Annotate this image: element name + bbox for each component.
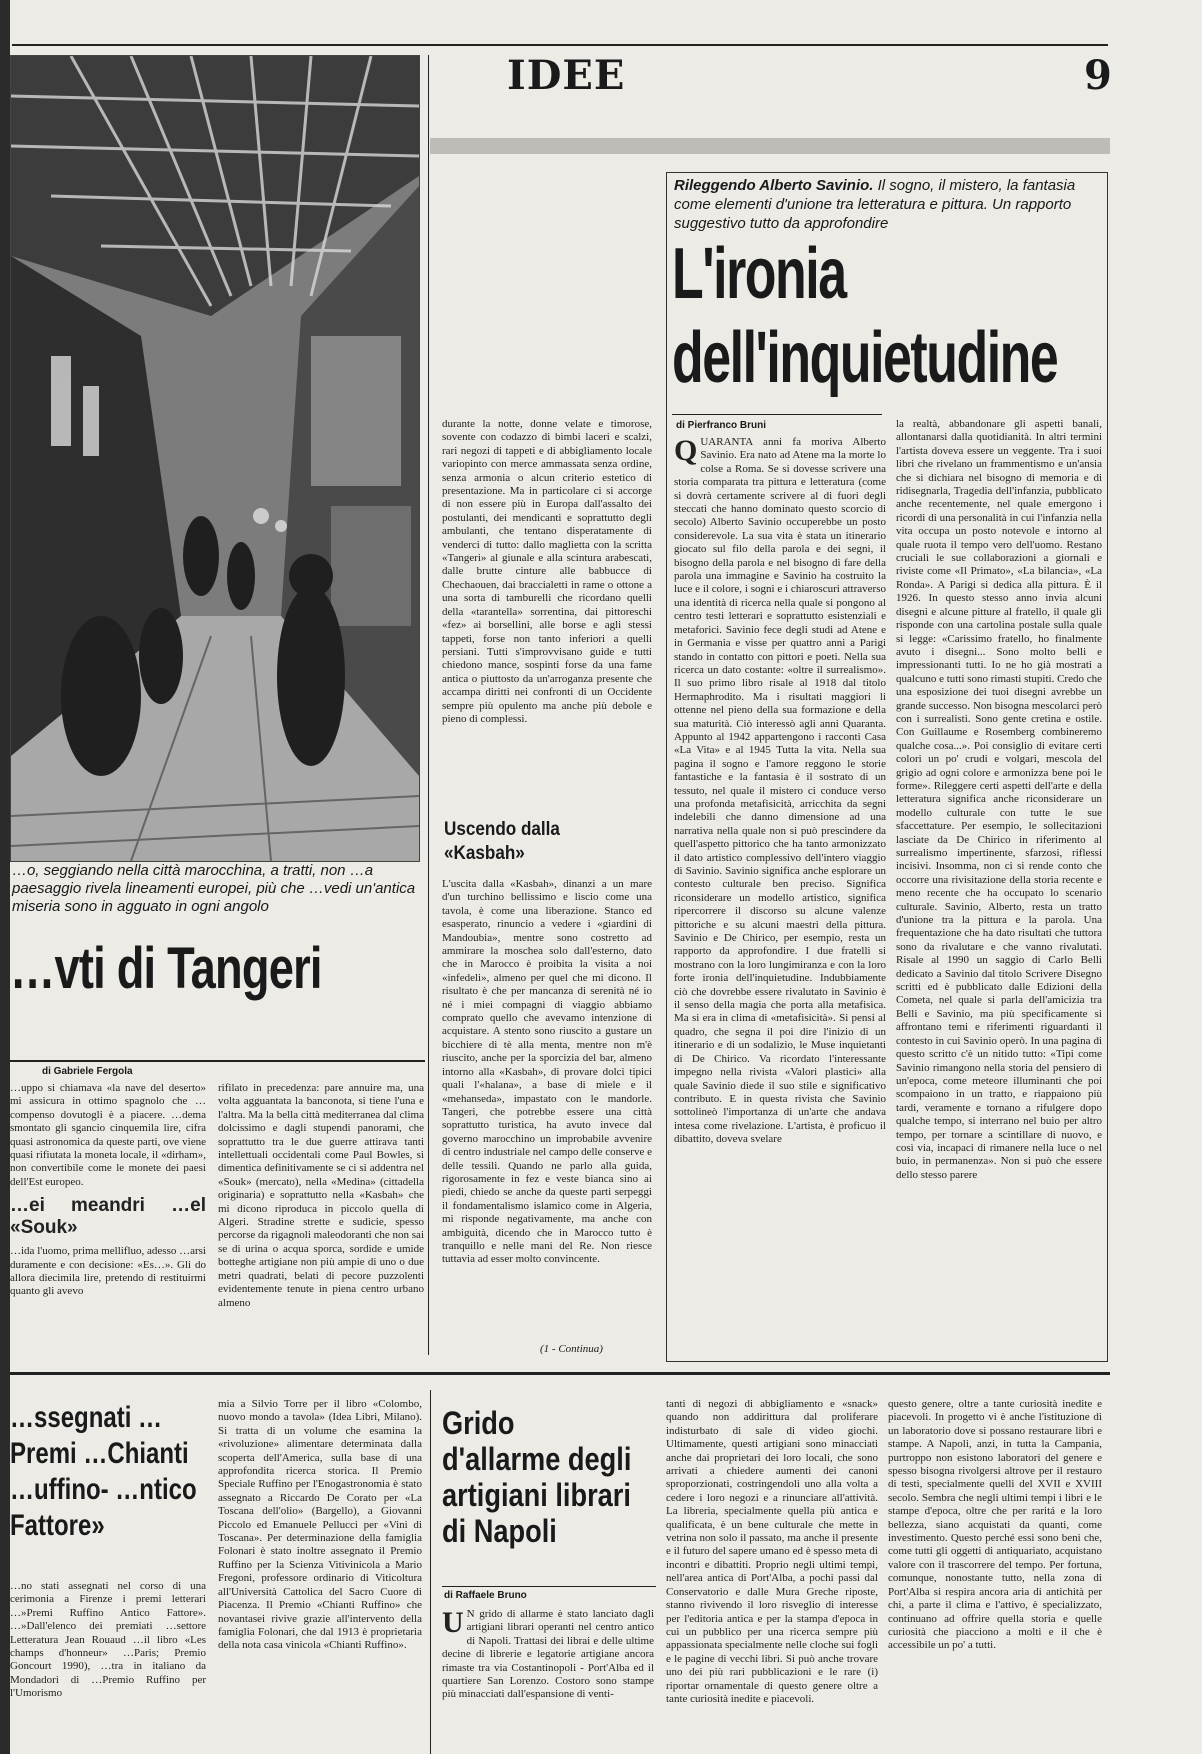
header-rule (12, 44, 1108, 46)
tangeri-col1 (10, 1082, 206, 1350)
tangeri-col3 (442, 418, 652, 788)
column-rule-left (428, 55, 429, 1355)
tangeri-col3-text2: L'uscita dalla «Kasbah», dinanzi a un mare d'un turchino bellissimo e liscio come una tavola, è come una liberazione. Stanco ed esasperato, rinuncio a vedere i «giardini di Mandoubia», mentre sono costretto ad ammirare la moschea solo dall'esterno, dato che in Marocco è proibita la visita a noi «infedeli», almeno per quel che mi dicono. Il risultato è che per mancanza di serenità né io né i miei compagni di viaggio abbiamo comprato quello che avevamo intenzione di acquistare. A stento sono riuscito a gustare un bicchiere di tè alla menta, mentre non m'è riuscito, anche per la sporcizia del bar, almeno intorno alla «Kasbah», di provare dolci tipici quali l'«halana», a base di miele e il «mehanseda», impastato con le mandorle. Tangeri, che potrebbe essere una città soprattutto turistica, ha avuto invece dal governo marocchino un improbabile avvenire di centro industriale nel campo delle conserve e delle tessili. Quando ne parlo alla guida, rigorosamente in fez e veste bianca sino ai piedi, chiedo se anche da queste parti serpeggi il fondamentalismo islamico come in Algeria, mi risponde negativamente, ma anche con ambiguità, dicendo che in Marocco tutto è tranquillo e nelle mani del Re. Non riesce tuttavia ad esser molto convincente. (442, 878, 652, 1266)
souk-subhead: …ei meandri …el «Souk» (10, 1195, 206, 1239)
grido-col3 (888, 1398, 1102, 1754)
savinio-col1-text (674, 436, 886, 1147)
page-number: 9 (1084, 52, 1112, 99)
savinio-kicker-bold: Rileggendo Alberto Savinio. (674, 177, 874, 194)
tangeri-byline: di Gabriele Fergola (42, 1066, 133, 1077)
premi-col2 (218, 1398, 422, 1754)
savinio-headline-line1: L'ironia (672, 234, 846, 314)
grido-col2 (666, 1398, 878, 1754)
savinio-kicker-rest: Il sogno, il mistero, la fantasia come elementi d'unione tra letteratura e pittura. Un rapporto suggestivo tutto da approfondire (674, 177, 1076, 232)
savinio-headline-line2: dell'inquietudine (672, 318, 1058, 398)
bottom-section-rule (10, 1372, 1110, 1375)
header-gray-band (430, 138, 1110, 154)
premi-col1-text: …no stati assegnati nel corso di una cerimonia a Firenze i premi letterari …»Premi Ruffino Antico Fattore». …»Dall'elenco dei premiati …settore Letteratura Jean Rouaud …il libro «Les champs d'honneur» …Paris; Premio Goncourt 1990), …tra in italiano da Mondadori di …Premio Ruffino per l'Umorismo (10, 1580, 206, 1700)
savinio-kicker (674, 176, 1104, 233)
savinio-dropcap: Q (674, 436, 698, 467)
premi-headline: …ssegnati …Premi …Chianti …uffino- …ntico Fattore» (10, 1401, 197, 1542)
market-photo (10, 55, 420, 862)
page-gutter (0, 0, 10, 1754)
savinio-col2 (896, 418, 1102, 1356)
grido-headline: Grido d'allarme degli artigiani librari di Napoli (442, 1405, 632, 1549)
grido-col2-text: tanti di negozi di abbigliamento e «snack» quando non addirittura dal proliferare indisturbato di sale di video giochi. Ultimamente, questi artigiani sono minacciati anche dai proprietari dei loro locali, che sono arrivati a chiedere aumenti dei canoni sproporzionati, costringendoli uno alla volta a cedere i loro negozi e a rinunciare all'attività. La libreria, specialmente quella più antica e qualificata, è un bene culturale che mette in vetrina non solo il passato, ma anche il presente e il futuro del sapere umano ed è spesso meta di incontri e dibattiti. Proprio negli ultimi tempi, nell'area antica di Port'Alba, a pochi passi dal Conservatorio e dalle Mura Greche riposte, stanno rivivendo il loro risveglio di interesse per l'editoria antica e per la stampa d'epoca in cui un pubblico per una ricerca sempre più appassionata specialmente nelle cloche sui fogli e le pagine di vecchi libri. Si può anche trovare uno dei più rari pubblicazioni e le rare (i) riportar ornamentale di questo genere oltre a tante curiosità inedite e piacevoli. (666, 1398, 878, 1705)
grido-col1-text (442, 1608, 654, 1702)
savinio-byline: di Pierfranco Bruni (676, 420, 767, 431)
grido-col1-body: N grido di allarme è stato lanciato dagli artigiani librari operanti nel centro antico di Napoli. Trattasi dei librai e delle ultime decine di librerie e legatorie artigiane ancora rimaste tra via Costantinopoli - Port'Alba ed il quartiere San Lorenzo. Costoro sono stampe più minacciati dall'espansione di venti- (442, 1608, 654, 1701)
savinio-headline (672, 232, 1057, 400)
kasbah-subhead: Uscendo dalla «Kasbah» (444, 819, 560, 864)
tangeri-headline: …vti di Tangeri (10, 936, 322, 1001)
savinio-col1-body: UARANTA anni fa moriva Alberto Savinio. Era nato ad Atene ma la morte lo colse a Roma. Se si dovesse scrivere una storia comparata tra pittura e letteratura (come si dovrà certamente scrivere al di fuori degli steccati che hanno dominato questo scorcio di secolo) Alberto Savinio occuperebbe un posto considerevole. La sua vita è stata un itinerario giocato sul filo della parola e dei segni, il bisogno della parola e nel bisogno di fare della parola una immagine e Savinio ha costruito la luce e il colore, i sogni e i chiaroscuri attraverso una identità di ricerca nella quale si pongono al centro testi letterari e soprattutto esistenziali e metaforici. Savinio fece degli studi ad Atene e in Germania e visse per quattro anni a Parigi stando in contatto con pittori e poeti. Nella sua ricerca un dato costante: «oltre il surrealismo». Il suo primo libro risale al 1918 dal titolo Hermaphrodito. Ma i risultati maggiori li ottenne nel pieno della sua formazione e della sua maturità. Ciò interessò agli anni Quaranta. Appunto al 1942 appartengono i racconti Casa «La Vita» e al 1945 Tutta la vita. Nella sua pagina il sogno e l'amore reggono le storie fantastiche e la fantasia è il sostrato di un tessuto, nel quale il mistero ci conduce verso una profonda metafisicità, arricchita da segni indelebili che danno dimensione ad una narrativa nella quale non si può prescindere da quell'aspetto pittorico che ha tanto armonizzato il dato artistico complessivo dell'intero viaggio di Savinio. Savinio significa anche esplorare un contesto culturale ben preciso. Significa riconsiderare un modello artistico, significa ripercorrere il discorso su alcune valenze pittoriche e su alcuni maestri della pittura. Savinio e De Chirico, per esempio, resta un rapporto da approfondire. I due fratelli si mostrano con la loro lungimiranza e con la loro forte ironia dell'inquietudine. Indubbiamente ciò che dovrebbe essere rivalutato in Savinio è il senso della magia che porta alla metafisica. Ma si era in clima di «metafisicità». Si pensi al quadro, che segna il poi dire l'inizio di un itinerario e di un sodalizio, le Muse inquietanti di De Chirico. Va ricordato l'interessante impegno nella rivista «Valori plastici» alla quale Savinio diede il suo stile e significativo contributo. E in questa rivista che Savinio sottolineò l'importanza di un'arte che andava intesa come rivelazione. L'artista, è proficuo il dibattito, doveva svelare (674, 436, 886, 1146)
tangeri-col1-text: …uppo si chiamava «la nave del deserto» mi assicura in ottimo spagnolo che …compenso dovutogli è a piacere. …dema smontato gli sgancio cinquemila lire, cifra quasi astronomica da queste parti, ove viene quasi rifiutata la moneta locale, il «dirham», non convertibile come le monete dei paesi dell'Est europeo. (10, 1082, 206, 1188)
savinio-col1 (674, 436, 886, 1356)
tangeri-col2-text: rifilato in precedenza: pare annuire ma, una volta agguantata la banconota, si tiene l'una e l'altra. Ma la bella città mediterranea dal clima dolcissimo e dagli stupendi panorami, che soprattutto tra le due guerre attirava tanti intellettuali occidentali come Paul Bowles, si dimentica definitivamente se ci si addentra nel «Souk» (mercato), nella «Medina» (cittadella originaria) e soprattutto nella «Kasbah» che mi dicono riproduca in piccolo quella di Algeri. Stradine strette e sudicie, spesso percorse da rigagnoli maleodoranti che non sai se di urina o acqua sporca, sordide e umide botteghe artigiane non più ampie di uno o due metri quadrati, belati di pecore puzzolenti evidentemente tenute in piena centro urbano almeno (218, 1082, 424, 1309)
bottom-column-rule-1 (430, 1390, 431, 1754)
tangeri-col2 (218, 1082, 424, 1350)
tangeri-col3b (442, 878, 652, 1340)
savinio-rule (672, 414, 882, 415)
section-title: IDEE (507, 52, 626, 99)
premi-col2-text: mia a Silvio Torre per il libro «Colombo, nuovo mondo a tavola» (Idea Libri, Milano). Si tratta di un volume che esamina la «rivoluzione» alimentare determinata dalla scoperta dell'America, sulla base di una approfondita ricerca storica. Il Premio Speciale Ruffino per l'Enogastronomia è stato assegnato a Riccardo De Corato per «La Toscana dell'olio» (Bargello), a Giovanni Piccolo ed Emanuele Pellucci per «Vini di Toscana». Per determinazione della famiglia Folonari è stato inoltre assegnato il Premio Ruffino per la Scienza Vitivinicola a Mario Fregoni, professore ordinario di Viticoltura all'Università Cattolica del Sacro Cuore di Piacenza. Il Premio «Chianti Ruffino» che novantasei rivive grazie all'intervento della famiglia Folonari, che dal 1913 è proprietaria della nota casa vinicola «Chianti Ruffino». (218, 1398, 422, 1652)
grido-col1 (442, 1608, 654, 1754)
continua-label: (1 - Continua) (540, 1343, 603, 1355)
grido-col3-text: questo genere, oltre a tante curiosità inedite e piacevoli. In progetto vi è anche l'istituzione di un laboratorio dove si possano restaurare libri e stampe. A Napoli, anzi, in tutta la Campania, purtroppo non esistono laboratori del genere e spesso bisogna rivolgersi altrove per il restauro di testi, specialmente quelli del XVII e XVIII secolo. Sembra che negli ultimi tempi i libri e le stampe d'epoca, oltre che per raritá e la loro bellezza, siano acquistati da quanti, come investimento. Questo perché essi sono beni che, come tutti gli oggetti di antiquariato, acquistano valore con il trascorrere del tempo. Per fortuna, comunque, nonostante tutto, nella zona di Port'Alba si respira ancora aria di antichità per chi, a parte il clima e l'attivo, è specializzato, continuano ad offrire quella storia e quelle curiosità che piacciono a molti e il che è accessibile un po' a tutti. (888, 1398, 1102, 1652)
grido-rule (442, 1586, 656, 1587)
premi-col1 (10, 1580, 206, 1754)
grido-dropcap: U (442, 1608, 464, 1639)
tangeri-rule (10, 1060, 425, 1062)
photo-caption: …o, seggiando nella città marocchina, a tratti, non …a paesaggio rivela lineamenti europei, più che …vedi un'antica miseria sono in agguato in ogni angolo (12, 862, 416, 915)
savinio-col2-text: la realtà, abbandonare gli aspetti banali, allontanarsi dalla quotidianità. In altri termini l'artista doveva essere un veggente. Tra i suoi libri che rivelano un frammentismo e un'ansia che si dichiara nel bisogno di memoria e di ridisegnarla, Tragedia dell'infanzia, pubblicato anche recentemente, nel quale emergono i ricordi di una personalità in cui l'infanzia nella vita occupa un posto notevole e intorno al quale ruota il tempo vero dell'uomo. Restano cruciali le sue collaborazioni a giornali e riviste come «Il Primato», «La bilancia», «La Ronda». A Parigi si dedica alla pittura. È il 1926. In questo stesso anno invia alcuni disegni e alcune pitture al fratello, il quale gli risponde con una cartolina postale sulla quale si legge: «Carissimo fratello, ho finalmente avuto i disegni... Sono molto belli e impressionanti tutti. Io ne ho già mostrati a qualcuno e tutti sono rimasti stupiti. Credo che una esposizione dei tuoi disegni avrebbe un grande successo. Non bisogna mescolarci però con i surrealisti. Sono gente cretina e ostile. Con Guillaume e Rosemberg combineremo qualche cosa...». Poi consiglio di evitare certi colori un po' crudi e volgari, mescola del grigio ad ogni colore e armonizza bene poi le forme». Rileggere certi aspetti dell'arte e della letteratura significa anche riconsiderare un modello culturale con tutte le sue sfaccettature. Per esempio, le sollecitazioni lasciate da De Chirico in riferimento al surrealismo impertinente, sfarzosi, riflessi incisivi. Insomma, non ci si rende conto che occorre una rivisitazione della storia recente e meno recente che ha occupato lo scenario culturale. Savinio, Alberto, resta un tratto d'unione tra la pittura e la parola. Una frequentazione che ha dato risultati che tuttora sono da rivalutare e che vanno rivalutati. Risale al 1990 un saggio di Carlo Belli dedicato a Savinio dal titolo Scrivere Disegno scritti ed è pubblicato dalle Edizioni della Cometa, nel quale si parla dell'amicizia tra Belli e Savinio, ma più specificamente si affrontano temi e riferimenti riguardanti il contesto in cui Savinio operò. In una pagina di questo scritto c'è un nitido tutto: «Tipi come Savinio rimangono nella storia del pensiero di un'epoca, come meteore illuminanti che poi scompaiono in un tratto, e riappaiono più tardi, veramente e tornano a rifulgere dopo qualche tempo, si interrano nel buio per altro tempo, per tornare a scintillare di nuovo, e così via, incapaci di rimanere nella luce o nel buio, in permanenza». Non si può che essere dello stesso parere (896, 418, 1102, 1181)
tangeri-col1-text2: …ida l'uomo, prima mellifluo, adesso …arsi duramente e con decisione: «Es…». Gli do allora diecimila lire, pretendo di restituirmi quanto gli avevo (10, 1245, 206, 1298)
grido-byline: di Raffaele Bruno (444, 1590, 527, 1601)
tangeri-col3-text: durante la notte, donne velate e timorose, sovente con codazzo di bimbi laceri e scalzi, rari negozi di tappeti e di abbigliamento locale variopinto con merce ammassata senza ordine, senza armonia o alcun criterio estetico di presentazione. Ma in particolare ci si accorge di non essere più in Europa dall'assalto dei postulanti, dei mendicanti e soprattutto degli ambulanti, che tentano disperatamente di venderci di tutto: dallo maglietta con la scritta «Tangeri» al giunale e alla scintura arabescati, dalle brutte cinture alle babbucce di Chechaouen, dai braccialetti in rame o ottone a una sorta di tamburelli che ricordano quelli della «tarantella» sorrentina, dai pittoreschi «fez» ai borsellini, alle borse e agli stessi tappeti, forse non tanto inferiori a quelli persiani. Tutti s'improvvisano guide e tutti chiedono mance, sospinti forse da una fame antica o piuttosto da un'arroganza presente che accampa diritti nei confronti di un Occidente sempre più opulento ma anche più debole e pieno di complessi. (442, 418, 652, 725)
